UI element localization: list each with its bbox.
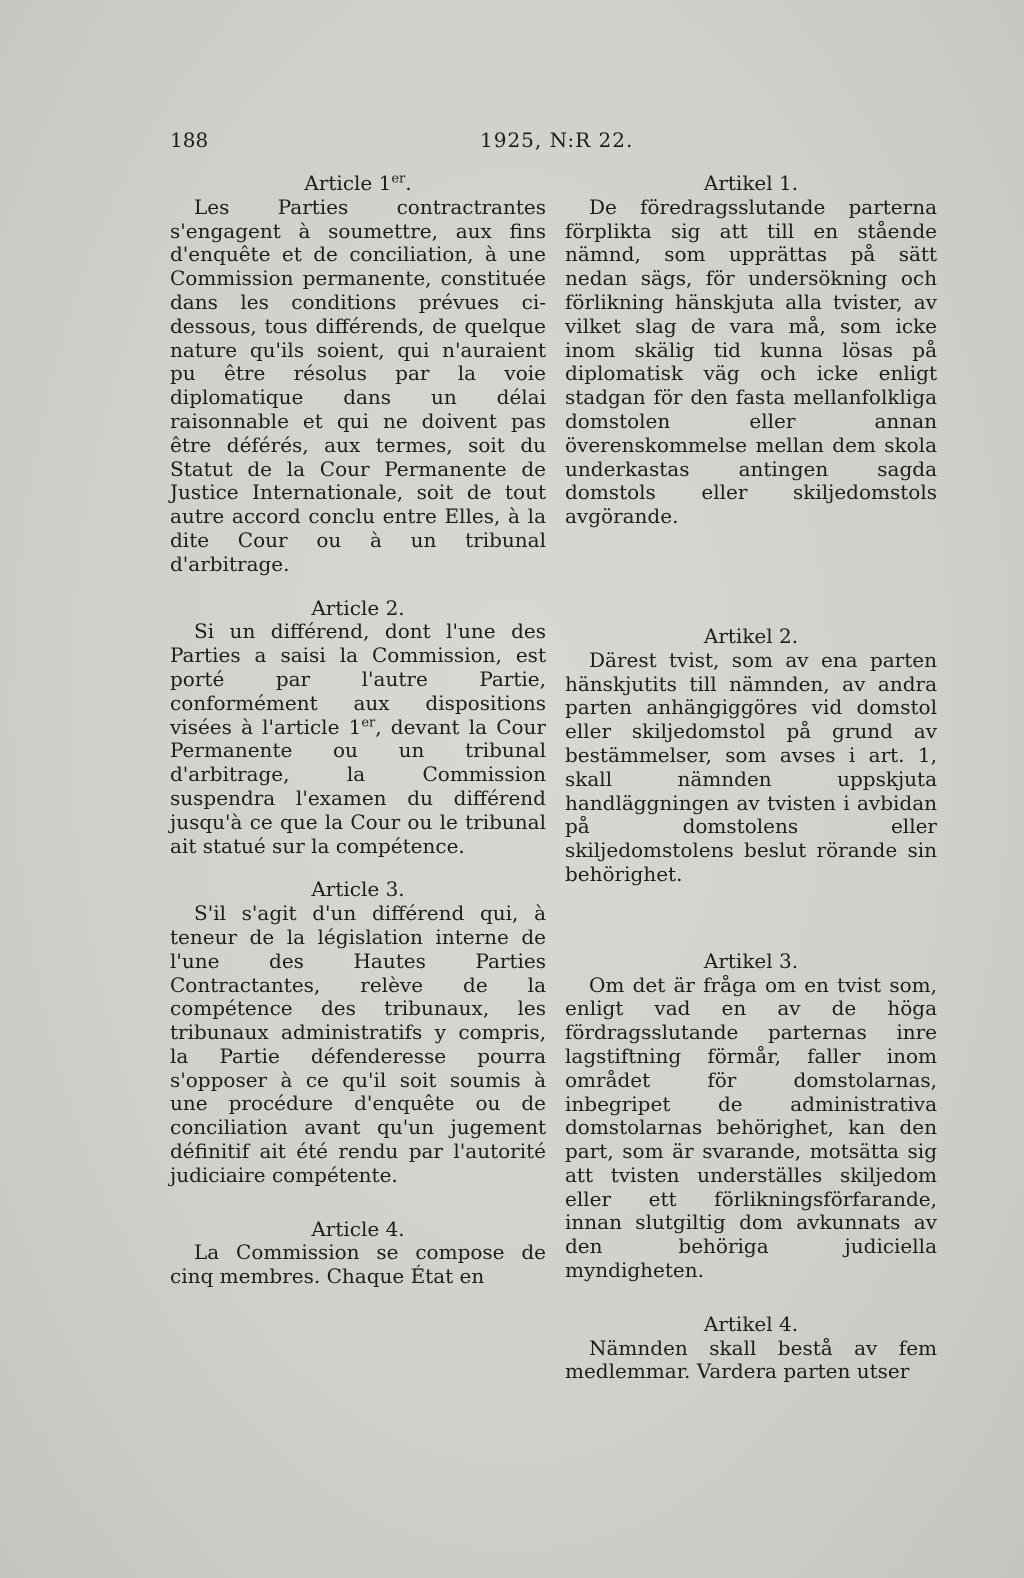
article-4-text-fr: La Commission se compose de cinq membres. Chaque État en <box>170 1240 546 1289</box>
article-2-heading-fr: Article 2. <box>311 595 405 620</box>
running-head: 1925, N:R 22. <box>480 128 634 152</box>
page-number: 188 <box>170 128 209 152</box>
article-2-text-sv: Därest tvist, som av ena parten hänskjutits till nämnden, av andra parten anhängiggöres vid domstol eller skiljedomstol på grund av bestämmelser, som avses i art. 1, skall nämnden uppskjuta handläggningen av tvisten i avbidan på domstolens eller skiljedomstolens beslut rörande sin behörighet. <box>565 647 937 886</box>
article-1-text-sv: De föredragsslutande parterna förplikta sig att till en stående nämnd, som upprättas på sätt nedan sägs, för undersökning och förlikning hänskjuta alla tvister, av vilket slag de vara må, som icke inom skälig tid kunna lösas på diplomatisk väg och icke enligt stadgan för den fasta mellanfolkliga domstolen eller annan överenskommelse mellan dem skola underkastas antingen sagda domstols eller skiljedomstols avgörande. <box>565 194 937 529</box>
article-4-heading-fr: Article 4. <box>311 1216 405 1241</box>
article-2-heading-sv: Artikel 2. <box>703 623 799 648</box>
article-3-heading-sv: Artikel 3. <box>703 948 799 973</box>
article-3-text-sv: Om det är fråga om en tvist som, enligt vad en av de höga fördragsslutande parternas inre lagstiftning förmår, faller inom området för domstolarnas, inbegripet de administrativa domstolarnas behörighet, kan den part, som är svarande, motsätta sig att tvisten underställes skiljedom eller ett förlikningsförfarande, innan slutgiltig dom avkunnats av den behöriga judiciella myndigheten. <box>565 972 937 1283</box>
french-column <box>170 172 546 1289</box>
page-header <box>170 128 870 158</box>
article-4-text-sv: Nämnden skall bestå av fem medlemmar. Vardera parten utser <box>565 1335 937 1384</box>
article-4-heading-sv: Artikel 4. <box>703 1311 799 1336</box>
article-2-text-fr: Si un différend, dont l'une des Parties a saisi la Commission, est porté par l'autre Partie, conformément aux dispositions visées à l'article 1er, devant la Cour Permanente ou un tribunal d'arbitrage, la Commission suspendra l'examen du différend jusqu'à ce que la Cour ou le tribunal ait statué sur la compétence. <box>170 619 546 858</box>
article-1-heading-sv: Artikel 1. <box>703 171 799 195</box>
article-3-text-fr: S'il s'agit d'un différend qui, à teneur de la législation interne de l'une des Hautes Parties Contractantes, relève de la compétence des tribunaux, les tribunaux administratifs y compris, la Partie défenderesse pourra s'opposer à ce qu'il soit soumis à une procédure d'enquête ou de conciliation avant qu'un jugement définitif ait été rendu par l'autorité judiciaire compétente. <box>170 901 546 1187</box>
swedish-column <box>565 172 937 1384</box>
article-1-text-fr: Les Parties contractrantes s'engagent à soumettre, aux fins d'enquête et de conciliation, à une Commission permanente, constituée dans les conditions prévues ci-dessous, tous différends, de quelque nature qu'ils soient, qui n'auraient pu être résolus par la voie diplomatique dans un délai raisonnable et qui ne doivent pas être déférés, aux termes, soit du Statut de la Cour Permanente de Justice Internationale, soit de tout autre accord conclu entre Elles, à la dite Cour ou à un tribunal d'arbitrage. <box>170 194 546 576</box>
article-3-heading-fr: Article 3. <box>311 877 405 902</box>
article-1-heading-fr: Article 1er. <box>304 171 412 195</box>
